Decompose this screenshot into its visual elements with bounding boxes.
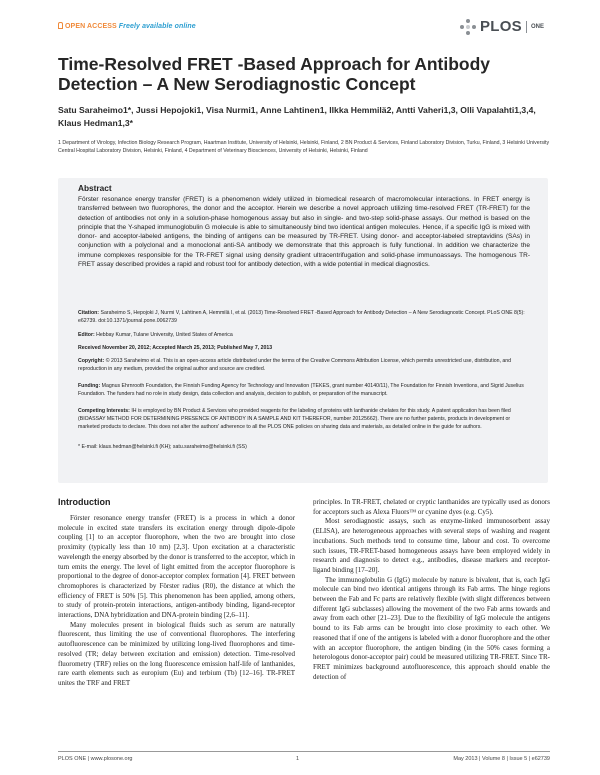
journal-name: PLOS <box>479 18 522 35</box>
footer-journal-link[interactable]: PLOS ONE | www.plosone.org <box>58 756 133 762</box>
funding-label: Funding: <box>78 383 101 389</box>
contact-email[interactable]: * E-mail: klaus.hedman@helsinki.fi (KH); satu.saraheimo@helsinki.fi (SS) <box>78 444 247 450</box>
plos-one-logo[interactable] <box>460 18 544 35</box>
citation-block <box>78 310 530 326</box>
editor-block <box>78 332 530 340</box>
plos-logo-icon <box>460 19 476 35</box>
article-dates: Received November 20, 2012; Accepted March 25, 2013; Published May 7, 2013 <box>78 345 273 351</box>
author-list: Satu Saraheimo1*, Jussi Hepojoki1, Visa Nurmi1, Anne Lahtinen1, Ilkka Hemmilä2, Antti Vaheri1,3, Olli Vapalahti1,3,4, Klaus Hedman1,3* <box>58 105 536 128</box>
body-column-left <box>58 514 295 689</box>
page-header <box>58 18 544 38</box>
open-access-label: OPEN ACCESS <box>65 23 117 30</box>
footer-divider <box>58 751 550 752</box>
page-number: 1 <box>296 756 300 762</box>
intro-paragraph: Many molecules present in biological fluids such as serum are naturally fluorescent, thus limiting the use of conventional fluorophores. The interfering autofluorescence can be minimized by utilizing long-lived fluorophores and time-resolved (TR; delay between excitation and emission) detection. Time-resolved fluorometry (TRF) relies on the long fluorescence emission half-life of lanthanides, rare earth elements such as europium (Eu) and terbium (Tb) [12–16]. TR-FRET unites the TRF and FRET <box>58 620 295 687</box>
intro-paragraph: principles. In TR-FRET, chelated or cryptic lanthanides are typically used as donors for acceptors such as Alexa Fluors™ or cyanine dyes (e.g. Cy5). <box>313 498 550 516</box>
article-title: Time-Resolved FRET -Based Approach for Antibody Detection – A New Serodiagnostic Concept <box>58 54 491 94</box>
funding-text: Magnus Ehrnrooth Foundation, the Finnish Funding Agency for Technology and Innovation (TEKES, grant number 40140/11), The Foundation for Finnish Inventions, and Sigrid Juselius Foundation. The funders had no role in study design, data collection and analysis, decision to publish, or preparation of the manuscript. <box>78 383 524 397</box>
competing-interests-label: Competing Interests: <box>78 408 130 414</box>
logo-divider <box>526 21 527 33</box>
copyright-label: Copyright: <box>78 358 105 364</box>
dates-block <box>78 345 530 353</box>
body-column-right <box>313 498 550 682</box>
abstract-heading: Abstract <box>78 183 112 193</box>
open-access-badge[interactable] <box>58 22 196 30</box>
editor-text: Hebbay Kumar, Tulane University, United States of America <box>96 332 233 338</box>
editor-label: Editor: <box>78 332 95 338</box>
affiliations: 1 Department of Virology, Infection Biology Research Program, Haartman Institute, University of Helsinki, Helsinki, Finland, 2 BN Product & Services, Finland Laboratory Division, Turku, Finland, 3 Helsinki University Central Hospital Laboratory Division, Helsinki, Finland, 4 Department of Veterinary Biosciences, University of Helsinki, Helsinki, Finland <box>58 140 550 154</box>
citation-label: Citation: <box>78 310 100 316</box>
competing-interests-block <box>78 408 530 431</box>
footer-issue-info: May 2013 | Volume 8 | Issue 5 | e62739 <box>453 756 550 762</box>
open-lock-icon <box>58 22 63 29</box>
intro-paragraph: Förster resonance energy transfer (FRET) is a process in which a donor molecule in excited state transfers its excitation energy through dipole-dipole coupling [1] to an acceptor fluorophore, when the two are brought into close proximity (typically less than 10 nm) [2,3]. Upon excitation at a characteristic wavelength the energy absorbed by the donor is transferred to the acceptor, which in turn emits the energy. The level of light emitted from the acceptor fluorophore is proportional to the degree of donor-acceptor complex formation [4]. FRET between chromophores is characterized by Förster radius (R0), the distance at which the efficiency of FRET is 50% [5]. This phenomenon has been applied, among others, to study of protein-protein interactions, antigen-antibody binding, ligand-receptor interactions, DNA hybridization and DNA-protein binding [2,6–11]. <box>58 514 295 620</box>
introduction-heading: Introduction <box>58 497 111 507</box>
competing-interests-text: IH is employed by BN Product & Services who provided reagents for the labeling of proteins with lanthanide chelates for this study. A patent application has been filed (BIOASSAY METHOD FOR DETERMINING PRESENCE OF ANTIBODY IN A SAMPLE AND KIT THEREFOR, number 20125662). There are no further patents, products in development or marketed products to declare. This does not alter the authors' adherence to all the PLOS ONE policies on sharing data and materials, as detailed online in the guide for authors. <box>78 408 511 430</box>
citation-text: Saraheimo S, Hepojoki J, Nurmi V, Lahtinen A, Hemmilä I, et al. (2013) Time-Resolved FRET -Based Approach for Antibody Detection – A New Serodiagnostic Concept. PLoS ONE 8(5): e62739. doi:10.1371/journal.pone.0062739 <box>78 310 525 324</box>
copyright-block <box>78 358 530 374</box>
copyright-text: © 2013 Saraheimo et al. This is an open-access article distributed under the terms of the Creative Commons Attribution License, which permits unrestricted use, distribution, and reproduction in any medium, provided the original author and source are credited. <box>78 358 512 372</box>
abstract-text: Förster resonance energy transfer (FRET) is a phenomenon widely utilized in biomedical research of macromolecular interactions. In FRET energy is transferred between two fluorophores, the donor and the acceptor. Herein we describe a novel approach utilizing time-resolved FRET (TR-FRET) for the detection of antibodies not only in a solution-phase homogenous assay but also in single- and two-step solid-phase assays. Our method is based on the principle that the Y-shaped immunoglobulin G molecule is able to simultaneously bind two identical antigen molecules. Hence, if a specific IgG is mixed with donor- and acceptor-labeled antigens, the binding of antigens can be measured by TR-FRET. Using donor- and acceptor-labeled streptavidins (SAs) in conjunction with a polyclonal and a monoclonal anti-SA antibody we demonstrate that this approach is fully functional. In addition we characterize the immune complexes responsible for the TR-FRET signal using density gradient ultracentrifugation and solid-phase immunoassays. The homogenous TR-FRET assay described provides a rapid and robust tool for antibody detection, with a wide potential in medical diagnostics. <box>78 196 530 269</box>
intro-paragraph: Most serodiagnostic assays, such as enzyme-linked immunosorbent assay (ELISA), are heterogeneous approaches with several steps of washing and reagent incubations. Such methods tend to consume time, labour and cost. To overcome such issues, TR-FRET-based homogeneous assays have been employed widely in research and diagnosis to detect e.g., antibodies, disease markers and receptor-ligand binding [17–20]. <box>313 517 550 574</box>
journal-sub-name: ONE <box>530 23 544 30</box>
intro-paragraph: The immunoglobulin G (IgG) molecule by nature is bivalent, that is, each IgG molecule can bind two identical antigens through its Fab arms. The hinge regions between the Fab and Fc parts are relatively flexible (with slight differences between different IgG subclasses) allowing the movement of the two Fab arms towards and away from each other [21–23]. Due to the flexibility of IgG molecule the antigens bound to its Fab arms can be brought into close proximity to each other. We reasoned that if one of the antigens is labeled with a donor fluorophore and the other with an acceptor fluorophore, the antigen binding (in the 50% cases forming a heterologous donor-acceptor pair) could be measured utilizing TR-FRET. Since TR-FRET minimizes background autofluorescence, this approach should enable the detection of <box>313 575 550 681</box>
funding-block <box>78 383 530 399</box>
freely-available-label: Freely available online <box>118 23 196 30</box>
